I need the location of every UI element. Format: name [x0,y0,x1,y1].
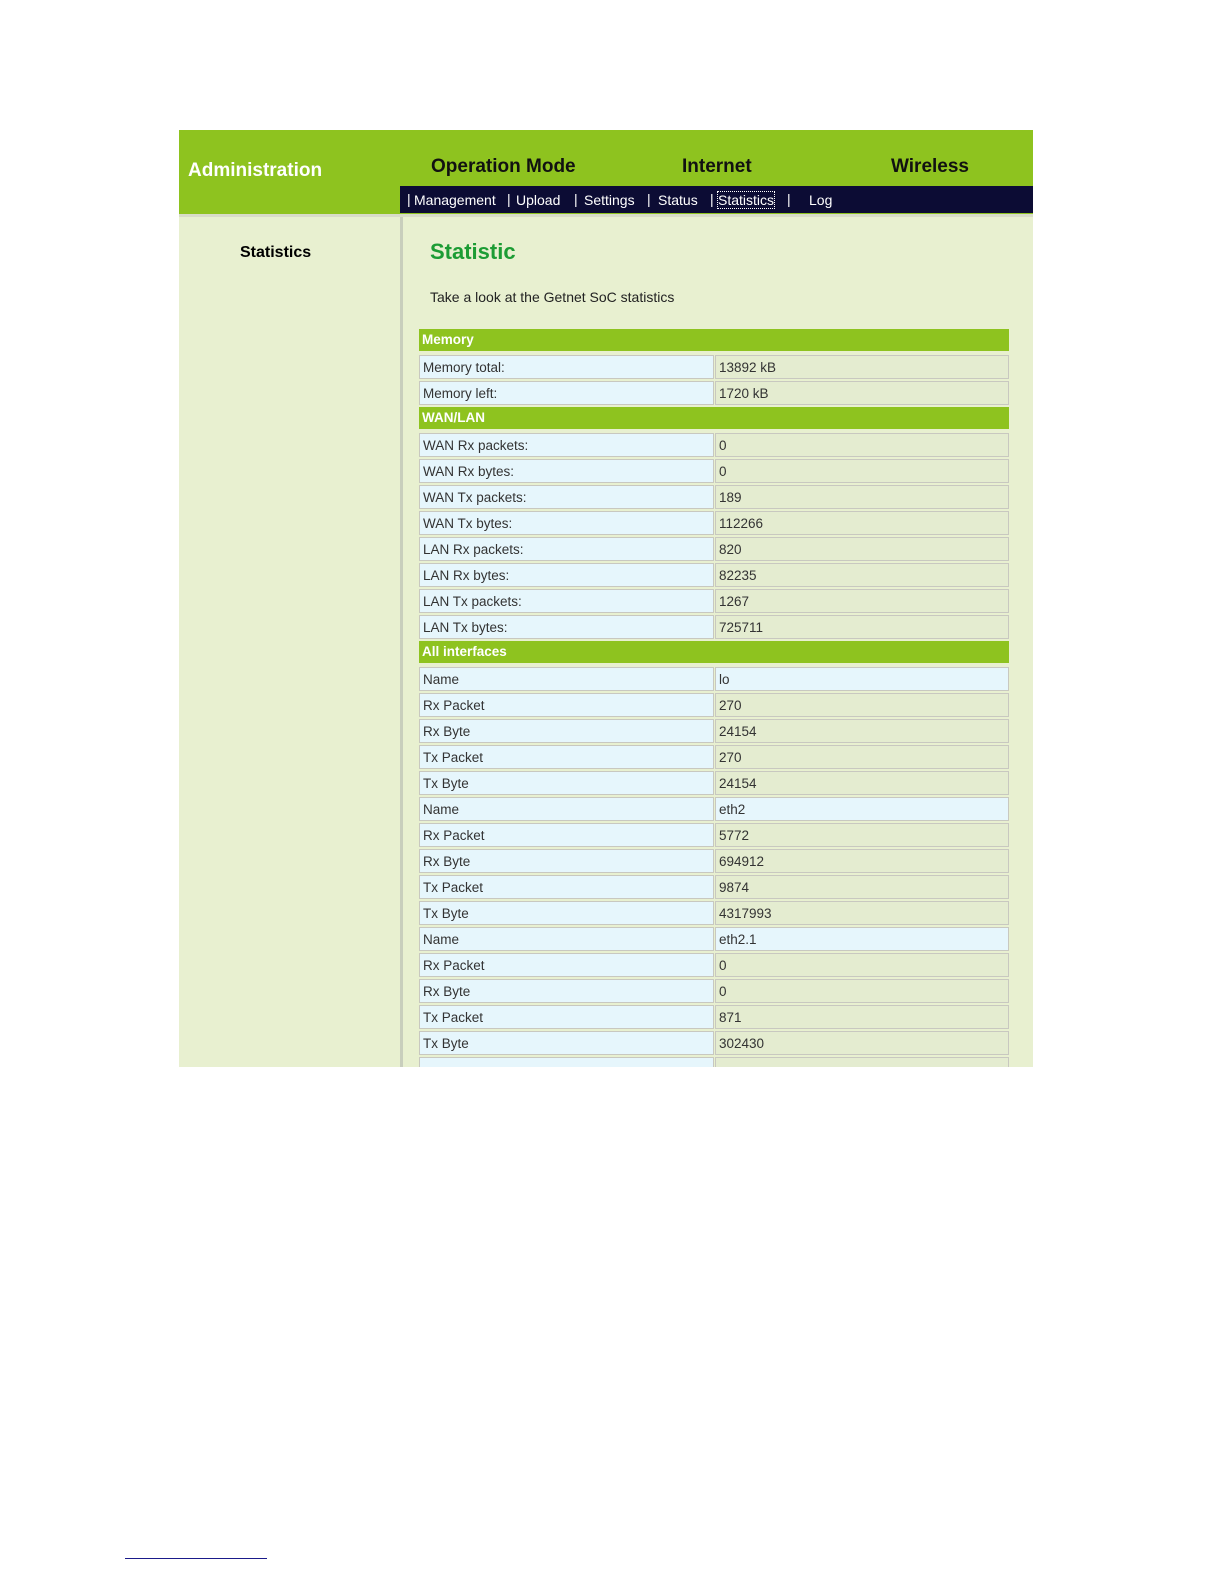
row-label: WAN Tx packets: [419,485,714,509]
row-value: 112266 [715,511,1009,535]
table-row [419,745,1009,769]
table-row [419,563,1009,587]
table-row [419,927,1009,951]
section-header: Memory [419,329,1009,351]
row-label: Rx Byte [419,719,714,743]
table-row [419,1005,1009,1029]
row-label [419,1057,714,1067]
row-value: 871 [715,1005,1009,1029]
row-value [715,1057,1009,1067]
row-label: Tx Packet [419,1005,714,1029]
footnote-separator [125,1558,267,1559]
row-label: Rx Packet [419,823,714,847]
row-value: 0 [715,433,1009,457]
row-value: 270 [715,693,1009,717]
top-nav-internet[interactable]: Internet [682,156,752,177]
sidebar-divider [400,217,403,1067]
table-row [419,771,1009,795]
table-row [419,537,1009,561]
row-label: Tx Packet [419,875,714,899]
row-value: 820 [715,537,1009,561]
header-divider [179,214,1033,217]
table-row [419,667,1009,691]
row-label: Name [419,667,714,691]
row-label: Name [419,797,714,821]
section-header: WAN/LAN [419,407,1009,429]
row-value: 694912 [715,849,1009,873]
top-nav-wireless[interactable]: Wireless [891,156,969,177]
row-label: Memory left: [419,381,714,405]
table-row [419,693,1009,717]
row-label: WAN Rx packets: [419,433,714,457]
row-label: Name [419,927,714,951]
statistics-table [419,329,1009,1067]
table-row [419,1031,1009,1055]
row-value: 302430 [715,1031,1009,1055]
header-bar [179,130,1033,214]
row-label: WAN Rx bytes: [419,459,714,483]
table-row [419,719,1009,743]
row-value: 5772 [715,823,1009,847]
row-label: Rx Packet [419,953,714,977]
table-row [419,901,1009,925]
table-row [419,979,1009,1003]
row-value: 24154 [715,771,1009,795]
row-value: 725711 [715,615,1009,639]
row-label: Tx Byte [419,901,714,925]
table-row [419,797,1009,821]
row-label: Tx Packet [419,745,714,769]
row-value: 189 [715,485,1009,509]
top-nav-operation-mode[interactable]: Operation Mode [431,156,576,177]
sub-nav-upload[interactable]: Upload [516,192,561,208]
row-value: 82235 [715,563,1009,587]
table-row [419,485,1009,509]
sub-nav: | Management | Upload | Settings | Status | Statistics | Log [400,186,1033,213]
row-label: LAN Tx bytes: [419,615,714,639]
row-value: 13892 kB [715,355,1009,379]
sub-nav-management[interactable]: Management [414,192,496,208]
row-value: eth2.1 [715,927,1009,951]
table-row [419,875,1009,899]
row-value: 0 [715,459,1009,483]
sub-nav-statistics[interactable]: Statistics [718,192,775,208]
row-label: LAN Rx packets: [419,537,714,561]
section-header: All interfaces [419,641,1009,663]
row-label: Tx Byte [419,1031,714,1055]
sub-nav-status[interactable]: Status [658,192,698,208]
table-row [419,355,1009,379]
row-value: 1267 [715,589,1009,613]
brand-administration[interactable]: Administration [188,160,323,181]
row-value: lo [715,667,1009,691]
row-value: eth2 [715,797,1009,821]
row-label: Rx Byte [419,849,714,873]
row-label: Rx Packet [419,693,714,717]
router-admin-frame [179,130,1033,1067]
page-description: Take a look at the Getnet SoC statistics [430,289,675,305]
row-label: LAN Rx bytes: [419,563,714,587]
row-label: Memory total: [419,355,714,379]
row-label: Rx Byte [419,979,714,1003]
table-row [419,459,1009,483]
table-row [419,511,1009,535]
row-label: WAN Tx bytes: [419,511,714,535]
sub-nav-log[interactable]: Log [809,192,833,208]
row-label: Tx Byte [419,771,714,795]
row-value: 1720 kB [715,381,1009,405]
sidebar-item-statistics[interactable]: Statistics [240,244,312,261]
table-row [419,433,1009,457]
row-value: 0 [715,953,1009,977]
table-row [419,849,1009,873]
row-value: 4317993 [715,901,1009,925]
page-title: Statistic [430,239,516,264]
row-label: LAN Tx packets: [419,589,714,613]
table-row [419,615,1009,639]
row-value: 0 [715,979,1009,1003]
table-row [419,381,1009,405]
row-value: 9874 [715,875,1009,899]
table-row [419,1057,1009,1067]
table-row [419,589,1009,613]
row-value: 24154 [715,719,1009,743]
row-value: 270 [715,745,1009,769]
table-row [419,953,1009,977]
table-row [419,823,1009,847]
sub-nav-settings[interactable]: Settings [584,192,635,208]
